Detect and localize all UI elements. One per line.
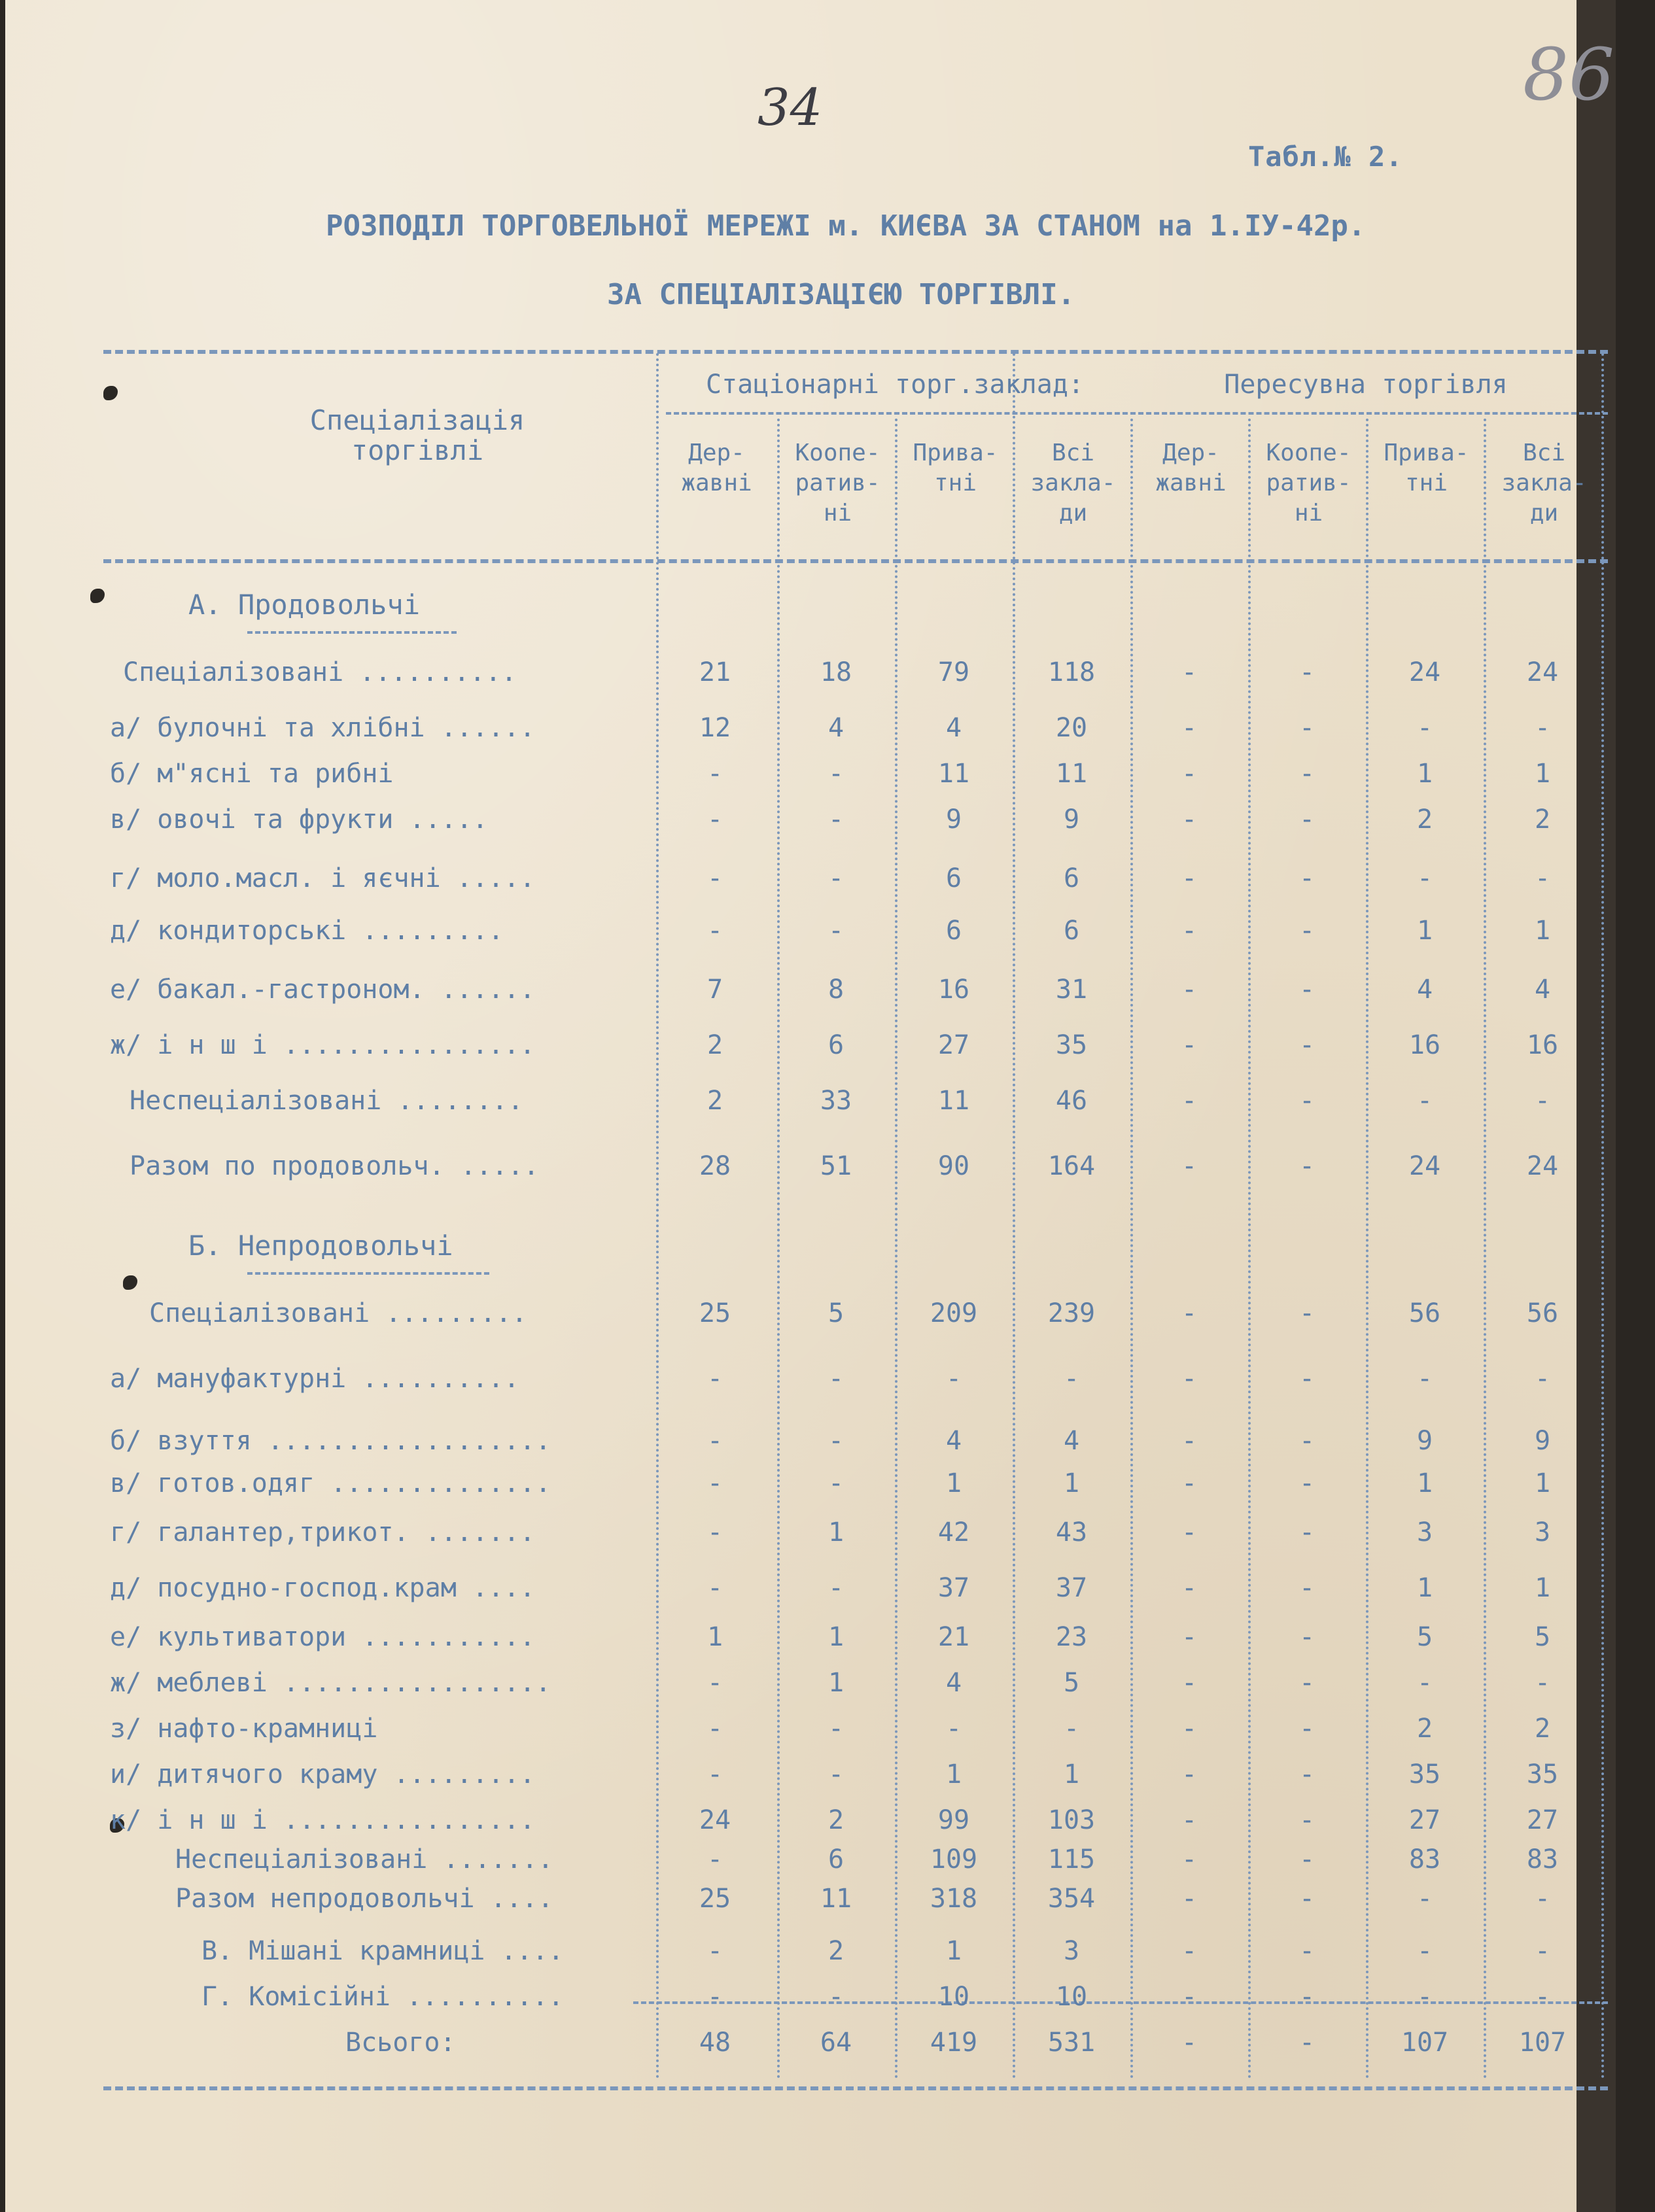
col-sep — [777, 419, 780, 2080]
section-a-cell: 51 — [820, 1151, 852, 1181]
section-b-cell: - — [1181, 1759, 1198, 1789]
title-line-2: ЗА СПЕЦІАЛІЗАЦІЄЮ ТОРГІВЛІ. — [607, 278, 1075, 311]
section-b-cell: - — [1181, 1364, 1198, 1394]
section-a-cell: - — [1298, 916, 1315, 946]
column-header: Всі закла- ди — [1030, 440, 1116, 527]
section-b-cell: 42 — [937, 1517, 970, 1547]
total-cell: 107 — [1518, 2028, 1567, 2058]
section-a-row-label: д/ кондиторські ......... — [110, 916, 504, 946]
section-b-cell: - — [1181, 1573, 1198, 1603]
section-b-cell: 1 — [1416, 1573, 1433, 1603]
section-b-row-label: в/ готов.одяг .............. — [110, 1468, 551, 1498]
section-a-cell: - — [1181, 657, 1198, 687]
section-b-cell: 2 — [828, 1805, 845, 1835]
section-b-cell: - — [1181, 1982, 1198, 2012]
section-a-cell: 11 — [937, 759, 970, 789]
section-b-cell: - — [828, 1714, 845, 1744]
section-a-cell: 16 — [1408, 1030, 1441, 1060]
section-b-cell: 1 — [945, 1468, 962, 1498]
section-b-cell: 115 — [1047, 1844, 1096, 1875]
section-b-row-label: В. Мішані крамниці .... — [201, 1936, 564, 1966]
section-b-cell: 109 — [930, 1844, 978, 1875]
section-b-cell: 56 — [1526, 1298, 1559, 1328]
section-b-cell: 25 — [699, 1298, 731, 1328]
group-mobile-header: Пересувна торгівля — [1224, 370, 1508, 400]
section-b-cell: - — [1181, 1668, 1198, 1698]
section-b-row-label: Разом непродовольчі .... — [175, 1884, 553, 1914]
section-a-cell: 1 — [1416, 916, 1433, 946]
section-b-cell: - — [706, 1364, 723, 1394]
section-b-cell: 2 — [828, 1936, 845, 1966]
section-b-cell: - — [706, 1714, 723, 1744]
section-b-cell: 239 — [1047, 1298, 1096, 1328]
section-b-cell: 1 — [945, 1759, 962, 1789]
section-b-cell: - — [1298, 1517, 1315, 1547]
section-b-cell: 1 — [1063, 1468, 1080, 1498]
section-a-row-label: б/ м"ясні та рибні — [110, 759, 394, 789]
section-b-cell: 3 — [1063, 1936, 1080, 1966]
section-a-cell: 46 — [1055, 1086, 1088, 1116]
section-a-cell: 11 — [937, 1086, 970, 1116]
archive-number: 86 — [1523, 33, 1614, 116]
section-a-cell: - — [1298, 657, 1315, 687]
section-a-cell: - — [828, 759, 845, 789]
section-b-row-label: а/ мануфактурні .......... — [110, 1364, 520, 1394]
section-b-cell: - — [1181, 1714, 1198, 1744]
section-b-cell: - — [1534, 1936, 1551, 1966]
section-a-cell: 16 — [937, 975, 970, 1005]
section-b-cell: 2 — [1534, 1714, 1551, 1744]
section-b-cell: 5 — [1063, 1668, 1080, 1698]
col-sep — [1601, 353, 1604, 2080]
table-top-rule — [103, 350, 1608, 354]
section-a-cell: - — [1534, 713, 1551, 743]
section-a-cell: 31 — [1055, 975, 1088, 1005]
total-cell: - — [1181, 2028, 1198, 2058]
section-b-cell: - — [1534, 1364, 1551, 1394]
section-b-cell: - — [1181, 1622, 1198, 1652]
page-number: 34 — [758, 78, 823, 137]
title-line-1: РОЗПОДІЛ ТОРГОВЕЛЬНОЇ МЕРЕЖІ м. КИЄВА ЗА СТАНОМ на 1.ІУ-42р. — [326, 209, 1366, 243]
section-b-cell: 9 — [1534, 1426, 1551, 1456]
section-b-row-label: б/ взуття .................. — [110, 1426, 551, 1456]
section-b-cell: - — [1181, 1468, 1198, 1498]
section-a-cell: 27 — [937, 1030, 970, 1060]
section-a-cell: 2 — [706, 1086, 723, 1116]
section-a-cell: - — [1181, 1086, 1198, 1116]
section-b-cell: 318 — [930, 1884, 978, 1914]
section-b-cell: 35 — [1408, 1759, 1441, 1789]
section-b-cell: - — [1181, 1884, 1198, 1914]
section-b-cell: - — [828, 1573, 845, 1603]
col-sep — [656, 353, 659, 2080]
section-a-cell: 4 — [1416, 975, 1433, 1005]
section-a-cell: - — [1298, 1151, 1315, 1181]
section-a-cell: - — [1181, 1030, 1198, 1060]
section-a-row-label: в/ овочі та фрукти ..... — [110, 804, 488, 835]
section-b-cell: 1 — [945, 1936, 962, 1966]
section-b-cell: - — [1416, 1936, 1433, 1966]
section-a-cell: - — [1181, 975, 1198, 1005]
section-b-cell: - — [828, 1364, 845, 1394]
section-a-cell: - — [1298, 804, 1315, 835]
section-a-cell: 33 — [820, 1086, 852, 1116]
section-a-underline — [247, 631, 457, 634]
section-b-cell: - — [706, 1517, 723, 1547]
section-b-cell: 1 — [828, 1622, 845, 1652]
section-a-cell: - — [1416, 713, 1433, 743]
section-a-cell: 1 — [1534, 759, 1551, 789]
section-b-cell: - — [1416, 1982, 1433, 2012]
section-a-cell: 6 — [1063, 916, 1080, 946]
section-b-cell: 83 — [1408, 1844, 1441, 1875]
punch-hole — [123, 1275, 137, 1290]
table-ref: Табл.№ 2. — [1248, 141, 1403, 173]
table-bottom-rule — [103, 2086, 1608, 2090]
section-a-cell: 6 — [945, 863, 962, 893]
section-b-cell: - — [1298, 1759, 1315, 1789]
section-b-cell: 6 — [828, 1844, 845, 1875]
section-a-row-label: Неспеціалізовані ........ — [130, 1086, 524, 1116]
section-a-cell: 8 — [828, 975, 845, 1005]
section-a-cell: 9 — [945, 804, 962, 835]
section-b-row-label: ж/ меблеві ................. — [110, 1668, 551, 1698]
section-a-cell: 2 — [1534, 804, 1551, 835]
section-a-cell: 4 — [828, 713, 845, 743]
section-a-row-label: Разом по продовольч. ..... — [130, 1151, 540, 1181]
section-a-cell: 4 — [1534, 975, 1551, 1005]
column-header: Прива- тні — [1384, 440, 1469, 496]
punch-hole — [90, 589, 105, 603]
header-bottom-rule — [103, 559, 1608, 563]
section-a-cell: - — [1298, 863, 1315, 893]
section-a-row-label: ж/ і н ш і ................ — [110, 1030, 536, 1060]
section-b-cell: 9 — [1416, 1426, 1433, 1456]
section-b-row-label: е/ культиватори ........... — [110, 1622, 536, 1652]
section-a-cell: - — [1298, 1030, 1315, 1060]
section-b-cell: - — [1534, 1668, 1551, 1698]
section-b-cell: - — [1298, 1426, 1315, 1456]
total-cell: - — [1298, 2028, 1315, 2058]
section-b-cell: 5 — [1534, 1622, 1551, 1652]
section-b-cell: 10 — [937, 1982, 970, 2012]
section-a-cell: - — [1181, 863, 1198, 893]
section-b-row-label: Г. Комісійні .......... — [201, 1982, 564, 2012]
section-a-cell: - — [1298, 713, 1315, 743]
section-a-title: А. Продовольчі — [188, 589, 421, 621]
section-a-cell: - — [1298, 975, 1315, 1005]
section-b-cell: 1 — [1416, 1468, 1433, 1498]
section-b-cell: - — [706, 1982, 723, 2012]
total-cell: 64 — [820, 2028, 852, 2058]
section-a-cell: 18 — [820, 657, 852, 687]
section-b-cell: - — [1416, 1364, 1433, 1394]
total-cell: 107 — [1401, 2028, 1449, 2058]
section-b-cell: 1 — [706, 1622, 723, 1652]
section-b-cell: - — [1181, 1844, 1198, 1875]
section-b-cell: 27 — [1526, 1805, 1559, 1835]
section-b-cell: 209 — [930, 1298, 978, 1328]
section-b-cell: - — [1416, 1668, 1433, 1698]
column-header: Коопе- ратив- ні — [1266, 440, 1351, 527]
section-a-cell: - — [706, 804, 723, 835]
section-b-cell: - — [1298, 1982, 1315, 2012]
section-b-row-label: Спеціалізовані ......... — [149, 1298, 527, 1328]
section-b-cell: - — [706, 1668, 723, 1698]
section-a-cell: - — [1181, 804, 1198, 835]
section-b-row-label: г/ галантер,трикот. ....... — [110, 1517, 536, 1547]
section-b-cell: 10 — [1055, 1982, 1088, 2012]
section-a-cell: 164 — [1047, 1151, 1096, 1181]
section-b-cell: 4 — [1063, 1426, 1080, 1456]
total-cell: 48 — [699, 2028, 731, 2058]
section-b-cell: - — [1298, 1573, 1315, 1603]
section-b-cell: 1 — [828, 1517, 845, 1547]
section-b-cell: - — [828, 1982, 845, 2012]
section-b-cell: - — [828, 1426, 845, 1456]
section-b-cell: 24 — [699, 1805, 731, 1835]
section-a-cell: 35 — [1055, 1030, 1088, 1060]
section-b-cell: 35 — [1526, 1759, 1559, 1789]
section-a-cell: 79 — [937, 657, 970, 687]
section-b-cell: - — [1063, 1364, 1080, 1394]
col-sep — [1130, 419, 1133, 2080]
column-header: Всі закла- ди — [1501, 440, 1587, 527]
section-a-cell: - — [1181, 713, 1198, 743]
section-b-cell: 37 — [937, 1573, 970, 1603]
section-b-cell: 5 — [1416, 1622, 1433, 1652]
section-a-cell: - — [1298, 1086, 1315, 1116]
section-b-cell: 23 — [1055, 1622, 1088, 1652]
section-a-cell: - — [1298, 759, 1315, 789]
section-b-cell: 99 — [937, 1805, 970, 1835]
section-b-cell: - — [1181, 1936, 1198, 1966]
section-a-cell: 6 — [828, 1030, 845, 1060]
section-b-cell: - — [828, 1759, 845, 1789]
section-a-cell: 7 — [706, 975, 723, 1005]
column-header: Дер- жавні — [1155, 440, 1227, 496]
section-a-cell: 24 — [1408, 657, 1441, 687]
section-a-cell: 90 — [937, 1151, 970, 1181]
section-b-cell: - — [706, 1426, 723, 1456]
section-a-cell: 118 — [1047, 657, 1096, 687]
section-b-cell: 1 — [828, 1668, 845, 1698]
section-b-title: Б. Непродовольчі — [188, 1230, 453, 1262]
spec-header: Спеціалізація торгівлі — [309, 404, 525, 466]
document-page — [5, 0, 1616, 2212]
section-b-cell: 4 — [945, 1668, 962, 1698]
section-b-cell: 83 — [1526, 1844, 1559, 1875]
col-sep — [1366, 419, 1368, 2080]
section-a-cell: 6 — [1063, 863, 1080, 893]
group-rule — [666, 412, 1608, 415]
section-b-cell: 103 — [1047, 1805, 1096, 1835]
section-a-cell: 16 — [1526, 1030, 1559, 1060]
punch-hole — [103, 386, 118, 400]
section-b-cell: - — [706, 1759, 723, 1789]
section-b-cell: - — [706, 1844, 723, 1875]
section-b-cell: - — [1181, 1298, 1198, 1328]
section-a-row-label: е/ бакал.-гастроном. ...... — [110, 975, 536, 1005]
section-a-cell: - — [1181, 1151, 1198, 1181]
section-b-cell: - — [1181, 1517, 1198, 1547]
section-a-cell: 20 — [1055, 713, 1088, 743]
section-a-cell: 1 — [1534, 916, 1551, 946]
section-b-cell: - — [1063, 1714, 1080, 1744]
total-row-label: Всього: — [345, 2028, 456, 2058]
col-sep — [1484, 419, 1486, 2080]
section-a-cell: 1 — [1416, 759, 1433, 789]
section-b-cell: - — [1298, 1668, 1315, 1698]
section-b-cell: - — [706, 1936, 723, 1966]
section-b-cell: - — [1298, 1936, 1315, 1966]
section-b-cell: 2 — [1416, 1714, 1433, 1744]
section-b-cell: 3 — [1416, 1517, 1433, 1547]
section-b-cell: - — [1534, 1982, 1551, 2012]
section-b-cell: 4 — [945, 1426, 962, 1456]
section-b-row-label: Неспеціалізовані ....... — [175, 1844, 553, 1875]
section-b-cell: - — [1298, 1884, 1315, 1914]
column-header: Коопе- ратив- ні — [795, 440, 880, 527]
group-stationary-header: Стаціонарні торг.заклад: — [706, 370, 1084, 400]
col-sep — [895, 419, 897, 2080]
section-b-row-label: к/ і н ш і ................ — [110, 1805, 536, 1835]
section-a-cell: 9 — [1063, 804, 1080, 835]
section-b-cell: - — [1298, 1622, 1315, 1652]
section-a-cell: - — [1534, 863, 1551, 893]
section-a-cell: - — [1534, 1086, 1551, 1116]
section-b-cell: 56 — [1408, 1298, 1441, 1328]
section-b-cell: 25 — [699, 1884, 731, 1914]
section-b-cell: 11 — [820, 1884, 852, 1914]
section-b-cell: - — [1298, 1364, 1315, 1394]
section-a-cell: 2 — [706, 1030, 723, 1060]
section-a-cell: - — [1181, 916, 1198, 946]
section-b-underline — [247, 1272, 489, 1275]
section-b-cell: 27 — [1408, 1805, 1441, 1835]
section-a-cell: 4 — [945, 713, 962, 743]
total-cell: 419 — [930, 2028, 978, 2058]
section-a-cell: 11 — [1055, 759, 1088, 789]
section-b-row-label: д/ посудно-господ.крам .... — [110, 1573, 536, 1603]
section-a-cell: - — [828, 916, 845, 946]
section-a-cell: - — [706, 759, 723, 789]
section-a-cell: 28 — [699, 1151, 731, 1181]
section-a-cell: 6 — [945, 916, 962, 946]
section-b-cell: - — [1416, 1884, 1433, 1914]
section-b-cell: - — [706, 1468, 723, 1498]
section-b-cell: - — [1298, 1298, 1315, 1328]
section-b-cell: - — [1298, 1714, 1315, 1744]
section-b-cell: - — [828, 1468, 845, 1498]
section-b-cell: 43 — [1055, 1517, 1088, 1547]
section-a-cell: 24 — [1526, 1151, 1559, 1181]
section-a-cell: 2 — [1416, 804, 1433, 835]
column-header: Дер- жавні — [681, 440, 752, 496]
section-a-row-label: а/ булочні та хлібні ...... — [110, 713, 536, 743]
section-a-cell: 12 — [699, 713, 731, 743]
section-b-cell: - — [1298, 1805, 1315, 1835]
section-b-row-label: и/ дитячого краму ......... — [110, 1759, 536, 1789]
section-a-cell: - — [706, 916, 723, 946]
section-a-cell: - — [828, 863, 845, 893]
section-b-cell: - — [945, 1714, 962, 1744]
column-header: Прива- тні — [913, 440, 998, 496]
section-b-cell: - — [1181, 1805, 1198, 1835]
section-b-cell: 354 — [1047, 1884, 1096, 1914]
total-cell: 531 — [1047, 2028, 1096, 2058]
section-b-cell: - — [706, 1573, 723, 1603]
section-b-cell: - — [1298, 1468, 1315, 1498]
section-a-cell: - — [706, 863, 723, 893]
section-b-cell: - — [1534, 1884, 1551, 1914]
section-a-cell: 24 — [1408, 1151, 1441, 1181]
col-sep — [1013, 353, 1015, 2080]
section-b-cell: 1 — [1063, 1759, 1080, 1789]
section-b-cell: 1 — [1534, 1573, 1551, 1603]
section-b-cell: 37 — [1055, 1573, 1088, 1603]
section-a-cell: - — [1416, 863, 1433, 893]
section-b-cell: - — [1181, 1426, 1198, 1456]
section-b-cell: 3 — [1534, 1517, 1551, 1547]
col-sep — [1248, 419, 1251, 2080]
section-a-cell: - — [1416, 1086, 1433, 1116]
section-a-cell: - — [1181, 759, 1198, 789]
section-b-cell: 5 — [828, 1298, 845, 1328]
section-b-cell: - — [1298, 1844, 1315, 1875]
section-b-row-label: з/ нафто-крамниці — [110, 1714, 378, 1744]
section-a-row-label: г/ моло.масл. і яєчні ..... — [110, 863, 536, 893]
section-a-row-label: Спеціалізовані .......... — [123, 657, 517, 687]
section-b-cell: 1 — [1534, 1468, 1551, 1498]
section-a-cell: - — [828, 804, 845, 835]
section-a-cell: 24 — [1526, 657, 1559, 687]
section-b-cell: - — [945, 1364, 962, 1394]
section-b-cell: 21 — [937, 1622, 970, 1652]
section-a-cell: 21 — [699, 657, 731, 687]
